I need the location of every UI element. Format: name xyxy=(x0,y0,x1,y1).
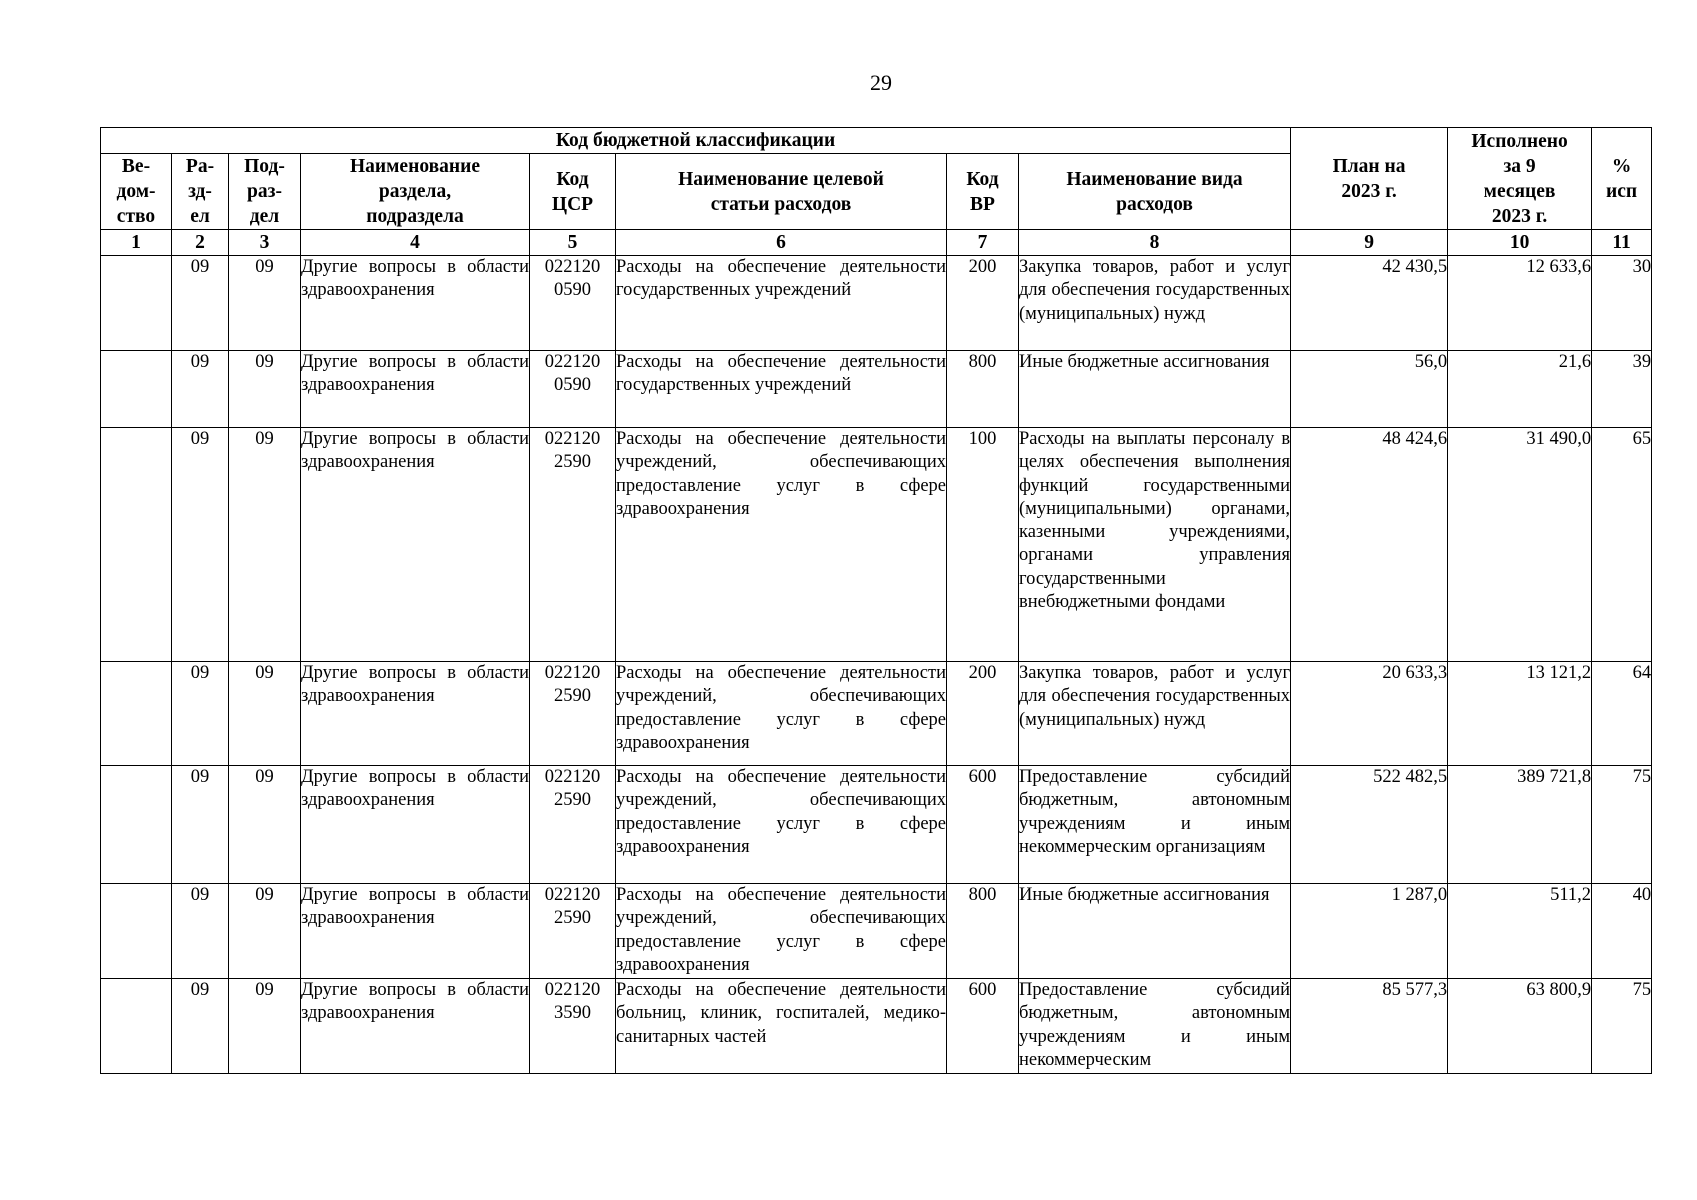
razdel-cell: 09 xyxy=(172,662,229,766)
percent-cell: 75 xyxy=(1592,979,1652,1074)
col-header-vr-name: Наименование вида расходов xyxy=(1019,154,1291,230)
vr-name-cell: Иные бюджетные ассигнования xyxy=(1019,351,1291,428)
col-number: 1 xyxy=(101,230,172,256)
executed-cell: 12 633,6 xyxy=(1448,256,1592,351)
col-number: 10 xyxy=(1448,230,1592,256)
vr-cell: 600 xyxy=(947,766,1019,884)
vr-cell: 800 xyxy=(947,884,1019,979)
col-header-csr: Код ЦСР xyxy=(530,154,616,230)
table-row xyxy=(101,979,1652,1074)
podrazdel-cell: 09 xyxy=(229,351,301,428)
vr-name-cell: Расходы на выплаты персоналу в целях обеспечения выполнения функций государственными (муниципальными) органами, казенными учреждениями, органами управления государственными внебюджетными фондами xyxy=(1019,428,1291,662)
table-row xyxy=(101,662,1652,766)
percent-cell: 39 xyxy=(1592,351,1652,428)
table-row xyxy=(101,884,1652,979)
vedomstvo-cell xyxy=(101,662,172,766)
csr-name-cell: Расходы на обеспечение деятельности больниц, клиник, госпиталей, медико-санитарных частей xyxy=(616,979,947,1074)
vr-cell: 200 xyxy=(947,662,1019,766)
col-number: 2 xyxy=(172,230,229,256)
table-row xyxy=(101,256,1652,351)
razdel-name-cell: Другие вопросы в области здравоохранения xyxy=(301,884,530,979)
csr-cell: 022120 3590 xyxy=(530,979,616,1074)
vr-name-cell: Иные бюджетные ассигнования xyxy=(1019,884,1291,979)
executed-cell: 13 121,2 xyxy=(1448,662,1592,766)
executed-cell: 21,6 xyxy=(1448,351,1592,428)
vedomstvo-cell xyxy=(101,979,172,1074)
razdel-cell: 09 xyxy=(172,884,229,979)
razdel-cell: 09 xyxy=(172,351,229,428)
razdel-name-cell: Другие вопросы в области здравоохранения xyxy=(301,256,530,351)
podrazdel-cell: 09 xyxy=(229,428,301,662)
csr-cell: 022120 2590 xyxy=(530,662,616,766)
column-number-row xyxy=(101,230,1652,256)
razdel-name-cell: Другие вопросы в области здравоохранения xyxy=(301,662,530,766)
vr-cell: 800 xyxy=(947,351,1019,428)
podrazdel-cell: 09 xyxy=(229,256,301,351)
executed-cell: 389 721,8 xyxy=(1448,766,1592,884)
col-number: 4 xyxy=(301,230,530,256)
percent-cell: 75 xyxy=(1592,766,1652,884)
podrazdel-cell: 09 xyxy=(229,766,301,884)
vr-cell: 100 xyxy=(947,428,1019,662)
col-header-vedomstvo: Ве- дом- ство xyxy=(101,154,172,230)
plan-cell: 56,0 xyxy=(1291,351,1448,428)
vedomstvo-cell xyxy=(101,351,172,428)
vedomstvo-cell xyxy=(101,766,172,884)
col-number: 6 xyxy=(616,230,947,256)
col-header-vr: Код ВР xyxy=(947,154,1019,230)
csr-name-cell: Расходы на обеспечение деятельности учреждений, обеспечивающих предоставление услуг в сфере здравоохранения xyxy=(616,428,947,662)
csr-cell: 022120 2590 xyxy=(530,428,616,662)
table-row xyxy=(101,351,1652,428)
csr-name-cell: Расходы на обеспечение деятельности государственных учреждений xyxy=(616,351,947,428)
col-number: 8 xyxy=(1019,230,1291,256)
razdel-cell: 09 xyxy=(172,766,229,884)
plan-cell: 48 424,6 xyxy=(1291,428,1448,662)
plan-cell: 522 482,5 xyxy=(1291,766,1448,884)
percent-cell: 30 xyxy=(1592,256,1652,351)
table-row xyxy=(101,766,1652,884)
percent-cell: 64 xyxy=(1592,662,1652,766)
csr-cell: 022120 0590 xyxy=(530,256,616,351)
podrazdel-cell: 09 xyxy=(229,979,301,1074)
csr-name-cell: Расходы на обеспечение деятельности учреждений, обеспечивающих предоставление услуг в сфере здравоохранения xyxy=(616,766,947,884)
col-number: 11 xyxy=(1592,230,1652,256)
csr-name-cell: Расходы на обеспечение деятельности государственных учреждений xyxy=(616,256,947,351)
col-header-executed: Исполнено за 9 месяцев 2023 г. xyxy=(1448,128,1592,230)
executed-cell: 63 800,9 xyxy=(1448,979,1592,1074)
vr-name-cell: Закупка товаров, работ и услуг для обеспечения государственных (муниципальных) нужд xyxy=(1019,256,1291,351)
vedomstvo-cell xyxy=(101,428,172,662)
vr-cell: 200 xyxy=(947,256,1019,351)
col-header-razdel-name: Наименование раздела, подраздела xyxy=(301,154,530,230)
csr-name-cell: Расходы на обеспечение деятельности учреждений, обеспечивающих предоставление услуг в сфере здравоохранения xyxy=(616,662,947,766)
vr-cell: 600 xyxy=(947,979,1019,1074)
executed-cell: 511,2 xyxy=(1448,884,1592,979)
vr-name-cell: Закупка товаров, работ и услуг для обеспечения государственных (муниципальных) нужд xyxy=(1019,662,1291,766)
csr-cell: 022120 2590 xyxy=(530,884,616,979)
podrazdel-cell: 09 xyxy=(229,884,301,979)
percent-cell: 65 xyxy=(1592,428,1652,662)
csr-cell: 022120 2590 xyxy=(530,766,616,884)
percent-cell: 40 xyxy=(1592,884,1652,979)
col-number: 9 xyxy=(1291,230,1448,256)
col-header-podrazdel: Под- раз- дел xyxy=(229,154,301,230)
col-header-plan: План на 2023 г. xyxy=(1291,128,1448,230)
razdel-name-cell: Другие вопросы в области здравоохранения xyxy=(301,428,530,662)
vr-name-cell: Предоставление субсидий бюджетным, автономным учреждениям и иным некоммерческим xyxy=(1019,979,1291,1074)
razdel-name-cell: Другие вопросы в области здравоохранения xyxy=(301,766,530,884)
vedomstvo-cell xyxy=(101,884,172,979)
plan-cell: 1 287,0 xyxy=(1291,884,1448,979)
plan-cell: 20 633,3 xyxy=(1291,662,1448,766)
budget-execution-table xyxy=(100,127,1652,1074)
razdel-cell: 09 xyxy=(172,256,229,351)
csr-name-cell: Расходы на обеспечение деятельности учреждений, обеспечивающих предоставление услуг в сфере здравоохранения xyxy=(616,884,947,979)
col-header-percent: % исп xyxy=(1592,128,1652,230)
col-number: 3 xyxy=(229,230,301,256)
page-number: 29 xyxy=(870,70,892,95)
executed-cell: 31 490,0 xyxy=(1448,428,1592,662)
razdel-cell: 09 xyxy=(172,428,229,662)
plan-cell: 42 430,5 xyxy=(1291,256,1448,351)
vr-name-cell: Предоставление субсидий бюджетным, автономным учреждениям и иным некоммерческим организациям xyxy=(1019,766,1291,884)
razdel-name-cell: Другие вопросы в области здравоохранения xyxy=(301,351,530,428)
col-number: 5 xyxy=(530,230,616,256)
vedomstvo-cell xyxy=(101,256,172,351)
razdel-name-cell: Другие вопросы в области здравоохранения xyxy=(301,979,530,1074)
col-header-csr-name: Наименование целевой статьи расходов xyxy=(616,154,947,230)
csr-cell: 022120 0590 xyxy=(530,351,616,428)
col-header-razdel: Ра- зд- ел xyxy=(172,154,229,230)
table-row xyxy=(101,428,1652,662)
col-number: 7 xyxy=(947,230,1019,256)
razdel-cell: 09 xyxy=(172,979,229,1074)
podrazdel-cell: 09 xyxy=(229,662,301,766)
budget-classification-header: Код бюджетной классификации xyxy=(101,128,1291,154)
plan-cell: 85 577,3 xyxy=(1291,979,1448,1074)
